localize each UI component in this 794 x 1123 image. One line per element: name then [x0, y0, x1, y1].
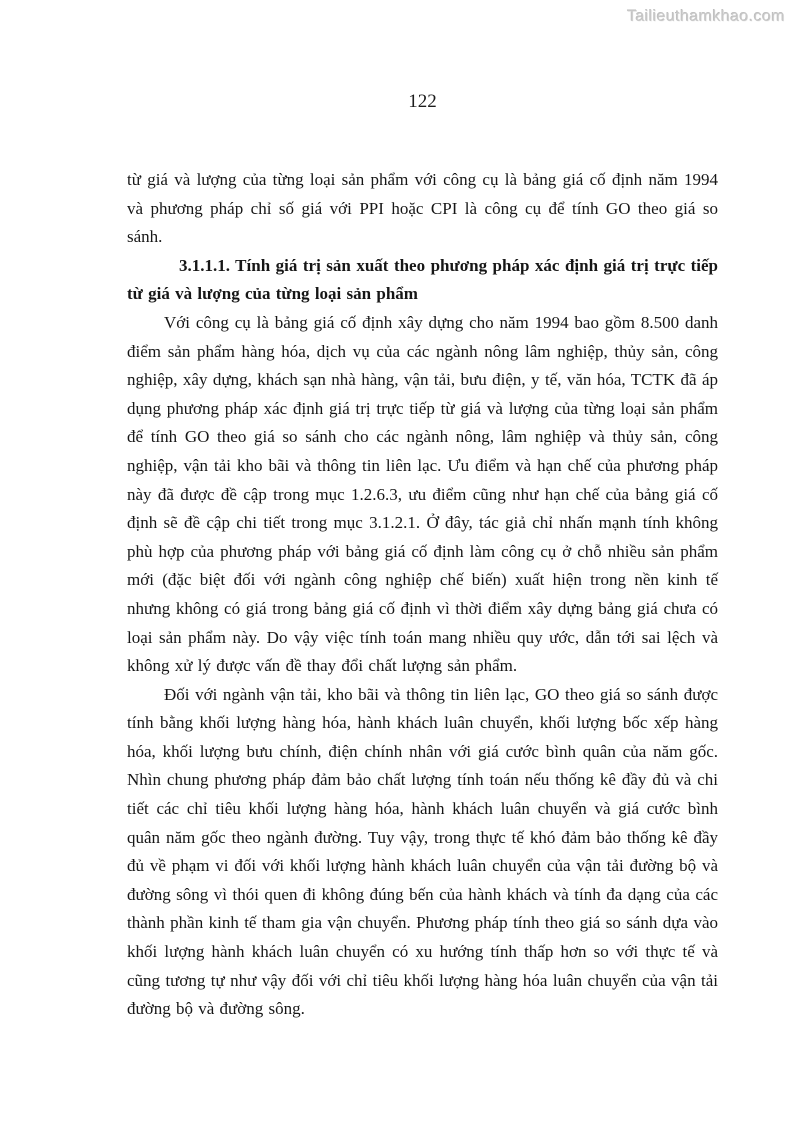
- document-body: [127, 166, 718, 1024]
- paragraph: Đối với ngành vận tải, kho bãi và thông tin liên lạc, GO theo giá so sánh được tính bằng khối lượng hàng hóa, hành khách luân chuyển, khối lượng bốc xếp hàng hóa, khối lượng bưu chính, điện chính nhân với giá cước bình quân của năm gốc. Nhìn chung phương pháp đảm bảo chất lượng tính toán nếu thống kê đầy đủ và chi tiết các chỉ tiêu khối lượng hàng hóa, hành khách luân chuyển và giá cước bình quân năm gốc theo ngành đường. Tuy vậy, trong thực tế khó đảm bảo thống kê đầy đủ về phạm vi đối với khối lượng hành khách luân chuyển của vận tải đường bộ và đường sông vì thói quen đi không đúng bến của hành khách và tính đa dạng của các thành phần kinh tế tham gia vận chuyển. Phương pháp tính theo giá so sánh dựa vào khối lượng hành khách luân chuyển có xu hướng tính thấp hơn so với thực tế và cũng tương tự như vậy đối với chỉ tiêu khối lượng hàng hóa luân chuyển của vận tải đường bộ và đường sông.: [127, 684, 718, 1019]
- paragraph-continuation: từ giá và lượng của từng loại sản phẩm với công cụ là bảng giá cố định năm 1994 và phương pháp chỉ số giá với PPI hoặc CPI là công cụ để tính GO theo giá so sánh.: [127, 170, 718, 247]
- section-heading: 3.1.1.1. Tính giá trị sản xuất theo phương pháp xác định giá trị trực tiếp từ giá và lượng của từng loại sản phẩm: [127, 255, 718, 304]
- paragraph: Với công cụ là bảng giá cố định xây dựng cho năm 1994 bao gồm 8.500 danh điểm sản phẩm hàng hóa, dịch vụ của các ngành nông lâm nghiệp, thủy sản, công nghiệp, xây dựng, khách sạn nhà hàng, vận tải, bưu điện, y tế, văn hóa, TCTK đã áp dụng phương pháp xác định giá trị trực tiếp từ giá và lượng của từng loại sản phẩm để tính GO theo giá so sánh cho các ngành nông, lâm nghiệp và thủy sản, công nghiệp, vận tải kho bãi và thông tin liên lạc. Ưu điểm và hạn chế của phương pháp này đã được đề cập trong mục 1.2.6.3, ưu điểm cũng như hạn chế của bảng giá cố định sẽ đề cập chi tiết trong mục 3.1.2.1. Ở đây, tác giả chỉ nhấn mạnh tính không phù hợp của phương pháp với bảng giá cố định làm công cụ ở chỗ nhiều sản phẩm mới (đặc biệt đối với ngành công nghiệp chế biến) xuất hiện trong nền kinh tế nhưng không có giá trong bảng giá cố định vì thời điểm xây dựng bảng giá chưa có loại sản phẩm này. Do vậy việc tính toán mang nhiều quy ước, dẫn tới sai lệch và không xử lý được vấn đề thay đổi chất lượng sản phẩm.: [127, 312, 718, 676]
- page-number: 122: [408, 91, 437, 112]
- watermark-text: Tailieuthamkhao.com: [627, 8, 785, 25]
